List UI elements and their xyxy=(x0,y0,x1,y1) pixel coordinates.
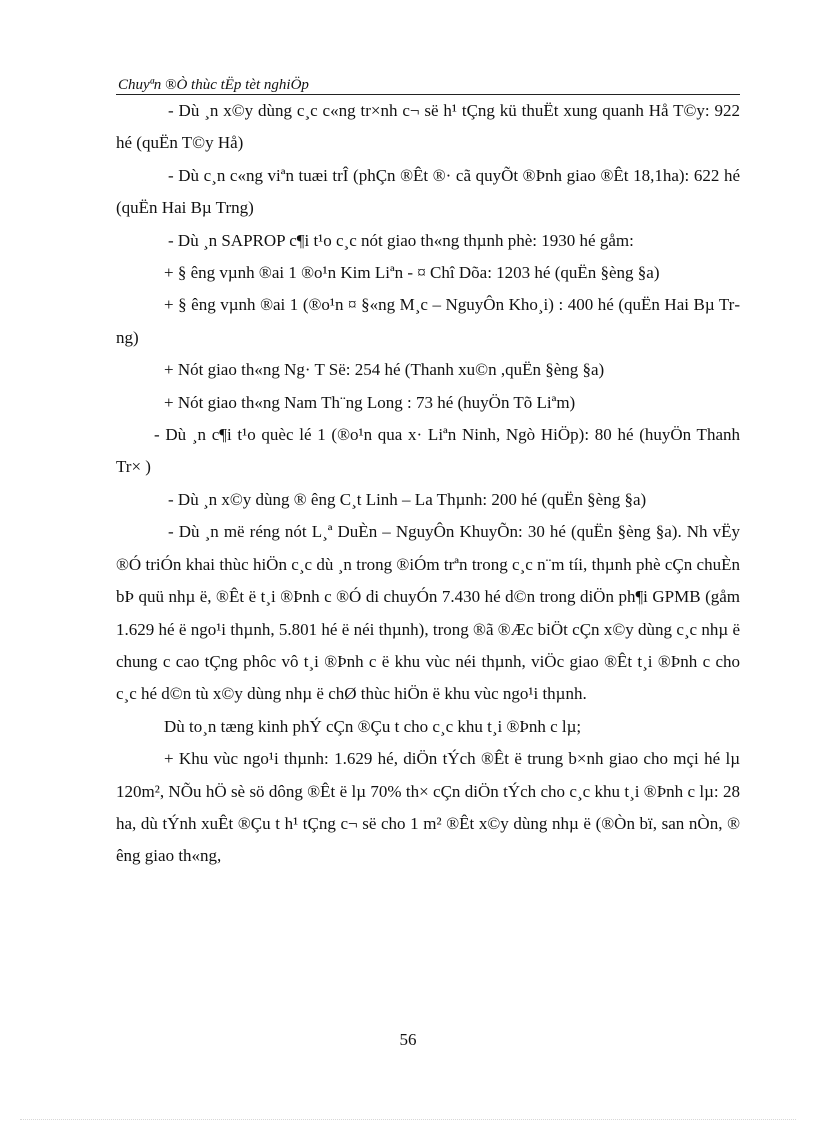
paragraph-9: - Dù ¸n x©y dùng ® êng C¸t Linh – La Thµnh: 200 hé (quËn §èng §a) xyxy=(168,489,647,509)
paragraph-5: + § êng vµnh ®ai 1 (®o¹n ¤ §«ng M¸c – NguyÔn Kho¸i) : 400 hé (quËn Hai Bµ Trng) xyxy=(116,295,740,347)
paragraph-2: - Dù c¸n c«ng viªn tuæi trÎ (phÇn ®Êt ®· cã quyÕt ®Þnh giao ®Êt 18,1ha): 622 hé (quËn Hai Bµ Trng) xyxy=(116,165,740,218)
paragraph-1: - Dù ¸n x©y dùng c¸c c«ng tr×nh c¬ së h¹ tÇng kü thuËt xung quanh Hå T©y: 922 hé (quËn T©y Hå) xyxy=(116,101,740,153)
paragraph-7: + Nót giao th«ng Nam Th¨ng Long : 73 hé (huyÖn Tõ Liªm) xyxy=(164,392,576,412)
paragraph-10: - Dù ¸n më réng nót L¸ª DuÈn – NguyÔn KhuyÕn: 30 hé (quËn §èng §a). Nh vËy ®Ó triÓn khai thùc hiÖn c¸c dù ¸n trong ®iÓm trªn trong c¸c n¨m tíi, thµnh phè cÇn chuÈn bÞ quü nhµ ë, ®Êt ë t¸i ®Þnh c ®Ó di chuyÓn 7.430 hé d©n trong diÖn ph¶i GPMB (gåm 1.629 hé ë ngo¹i thµnh, 5.801 hé ë néi thµnh), trong ®ã ®Æc biÖt cÇn x©y dùng c¸c nhµ ë chung c cao tÇng phôc vô t¸i ®Þnh c ë khu vùc néi thµnh, viÖc giao ®Êt t¸i ®Þnh c cho c¸c hé d©n tù x©y dùng nhµ ë chØ thùc hiÖn ë khu vùc ngo¹i thµnh. xyxy=(116,522,740,704)
paragraph-6: + Nót giao th«ng Ng· T Së: 254 hé (Thanh xu©n ,quËn §èng §a) xyxy=(164,360,605,380)
paragraph-4: + § êng vµnh ®ai 1 ®o¹n Kim Liªn - ¤ Chî Dõa: 1203 hé (quËn §èng §a) xyxy=(164,263,660,283)
paragraph-8: - Dù ¸n c¶i t¹o quèc lé 1 (®o¹n qua x· Liªn Ninh, Ngò HiÖp): 80 hé (huyÖn Thanh Tr× ) xyxy=(116,425,740,477)
paragraph-12: + Khu vùc ngo¹i thµnh: 1.629 hé, diÖn tÝch ®Êt ë trung b×nh giao cho mçi hé lµ 120m², NÕu hÖ sè sö dông ®Êt ë lµ 70% th× cÇn diÖn tÝch cho c¸c khu t¸i ®Þnh c lµ: 28 ha, dù tÝnh xuÊt ®Çu t h¹ tÇng c¬ së cho 1 m² ®Êt x©y dùng nhµ ë (®Òn bï, san nÒn, ® êng giao th«ng, xyxy=(116,749,740,866)
paragraph-11: Dù to¸n tæng kinh phÝ cÇn ®Çu t cho c¸c khu t¸i ®Þnh c lµ; xyxy=(164,716,582,736)
paragraph-3: - Dù ¸n SAPROP c¶i t¹o c¸c nót giao th«ng thµnh phè: 1930 hé gåm: xyxy=(168,230,634,250)
page-bottom-border xyxy=(20,1119,796,1120)
document-body xyxy=(116,95,740,873)
page-number: 56 xyxy=(399,1030,417,1049)
page-header: Chuyªn ®Ò thùc tËp tèt nghiÖp xyxy=(118,77,309,93)
